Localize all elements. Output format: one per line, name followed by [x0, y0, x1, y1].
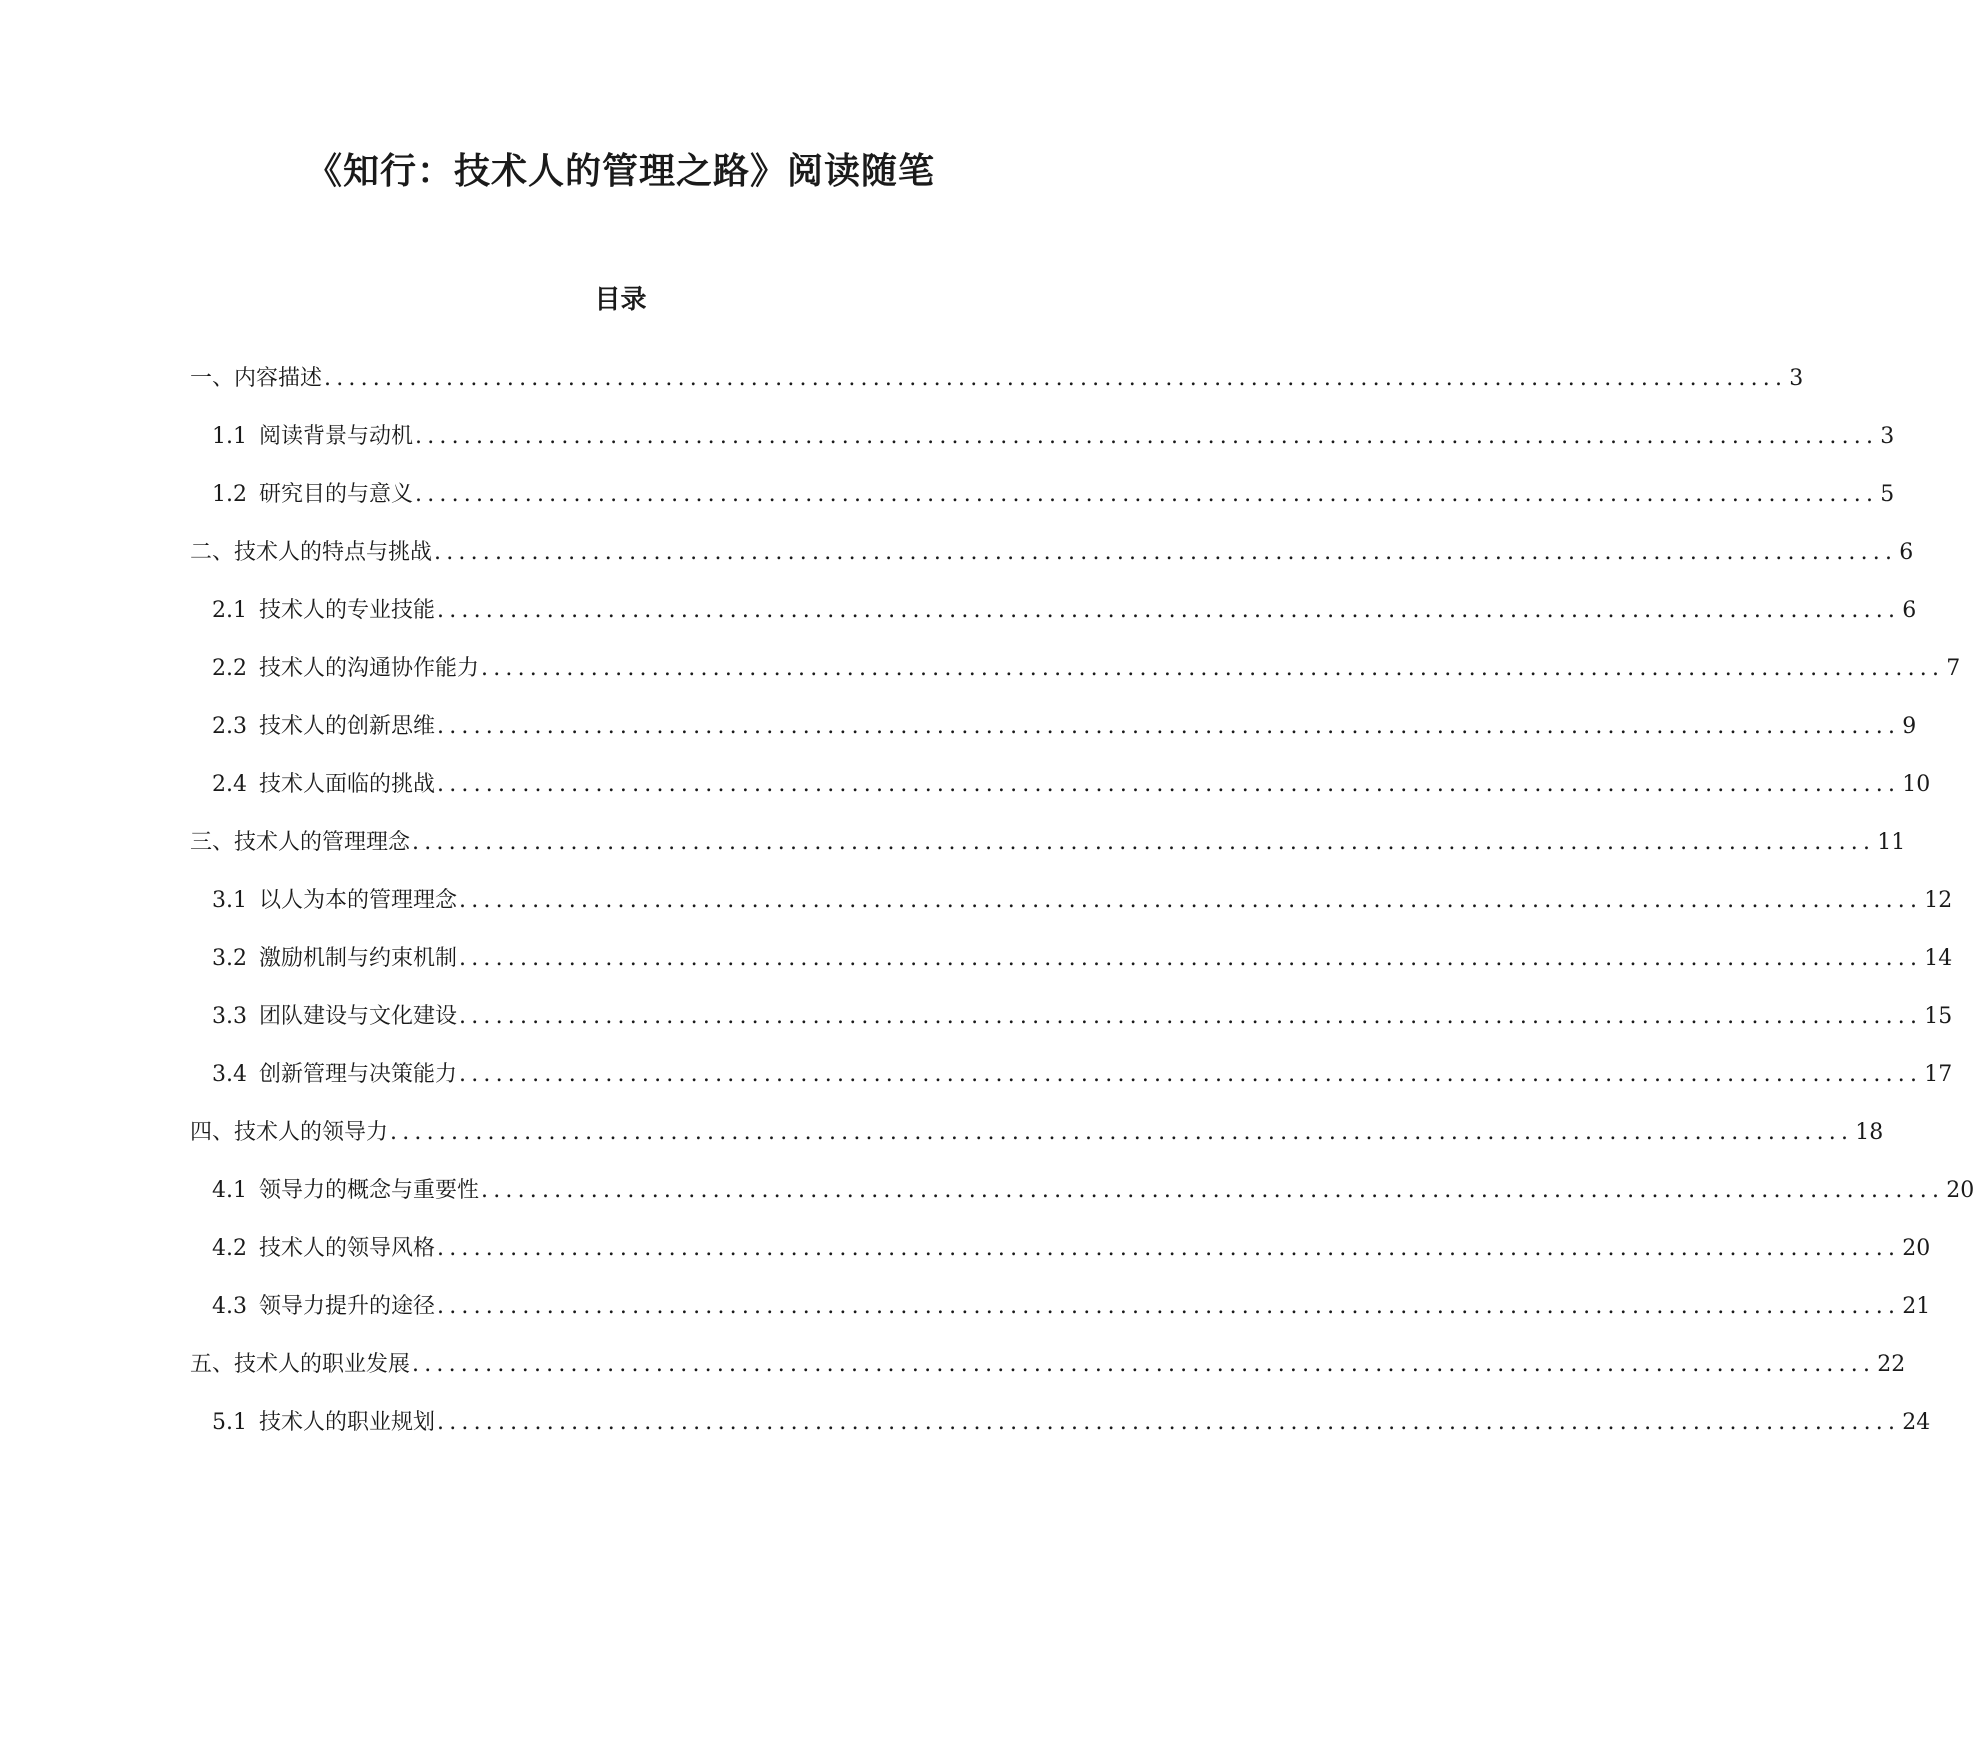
toc-entry-number: 5.1	[212, 1410, 247, 1435]
toc-entry-page-number: 24	[1902, 1410, 1931, 1435]
toc-entry-title: 领导力提升的途径	[259, 1294, 436, 1319]
toc-entry[interactable]	[212, 1174, 1974, 1208]
toc-entry[interactable]	[212, 710, 1917, 744]
toc-entry-page-number: 11	[1877, 830, 1906, 855]
toc-entry-title: 阅读背景与动机	[259, 424, 414, 449]
toc-entry[interactable]	[212, 1406, 1931, 1440]
toc-dot-leader: ........................................................................................................................	[459, 946, 1923, 971]
toc-entry-page-number: 22	[1877, 1352, 1906, 1377]
toc-dot-leader: ........................................................................................................................	[415, 424, 1879, 449]
toc-entry[interactable]	[212, 478, 1895, 512]
toc-dot-leader: ........................................................................................................................	[437, 1236, 1901, 1261]
toc-entry-page-number: 6	[1899, 540, 1914, 565]
toc-entry-number: 4.3	[212, 1294, 247, 1319]
toc-entry-page-number: 14	[1924, 946, 1953, 971]
toc-entry[interactable]	[212, 942, 1953, 976]
toc-dot-leader: ........................................................................................................................	[481, 1178, 1945, 1203]
toc-entry[interactable]	[190, 826, 1906, 860]
toc-dot-leader: ........................................................................................................................	[437, 714, 1901, 739]
toc-entry-number: 2.1	[212, 598, 247, 623]
toc-entry[interactable]	[190, 1348, 1906, 1382]
toc-entry-title: 技术人的职业规划	[259, 1410, 436, 1435]
toc-entry-title: 四、技术人的领导力	[190, 1120, 389, 1145]
toc-entry-page-number: 9	[1902, 714, 1917, 739]
toc-entry-page-number: 3	[1880, 424, 1895, 449]
toc-entry-page-number: 18	[1855, 1120, 1884, 1145]
toc-entry-number: 3.2	[212, 946, 247, 971]
toc-entry-title: 技术人的领导风格	[259, 1236, 436, 1261]
toc-entry[interactable]	[190, 536, 1914, 570]
toc-dot-leader: ........................................................................................................................	[324, 366, 1788, 391]
toc-entry[interactable]	[212, 1058, 1953, 1092]
toc-dot-leader: ........................................................................................................................	[459, 1062, 1923, 1087]
toc-entry-title: 一、内容描述	[190, 366, 323, 391]
toc-entry-number: 2.3	[212, 714, 247, 739]
toc-entry[interactable]	[190, 1116, 1884, 1150]
toc-entry-title: 以人为本的管理理念	[259, 888, 458, 913]
toc-dot-leader: ........................................................................................................................	[434, 540, 1898, 565]
toc-entry-number: 3.3	[212, 1004, 247, 1029]
toc-entry-number: 3.4	[212, 1062, 247, 1087]
toc-entry[interactable]	[212, 1000, 1953, 1034]
toc-entry[interactable]	[212, 884, 1953, 918]
toc-entry-number: 3.1	[212, 888, 247, 913]
toc-entry-number: 1.1	[212, 424, 247, 449]
toc-dot-leader: ........................................................................................................................	[412, 1352, 1876, 1377]
toc-entry[interactable]	[212, 652, 1961, 686]
toc-entry-title: 团队建设与文化建设	[259, 1004, 458, 1029]
toc-entry-title: 三、技术人的管理理念	[190, 830, 411, 855]
toc-entry-page-number: 12	[1924, 888, 1953, 913]
toc-entry-title: 技术人的创新思维	[259, 714, 436, 739]
toc-dot-leader: ........................................................................................................................	[437, 598, 1901, 623]
toc-entry-title: 二、技术人的特点与挑战	[190, 540, 433, 565]
toc-entry-page-number: 20	[1902, 1236, 1931, 1261]
toc-entry-title: 技术人的专业技能	[259, 598, 436, 623]
toc-entry[interactable]	[212, 1290, 1931, 1324]
toc-entry-number: 2.2	[212, 656, 247, 681]
toc-dot-leader: ........................................................................................................................	[437, 1294, 1901, 1319]
toc-entry-page-number: 7	[1946, 656, 1961, 681]
toc-entry-title: 激励机制与约束机制	[259, 946, 458, 971]
toc-dot-leader: ........................................................................................................................	[437, 772, 1901, 797]
toc-entry-title: 技术人面临的挑战	[259, 772, 436, 797]
toc-entry-page-number: 20	[1946, 1178, 1974, 1203]
toc-dot-leader: ........................................................................................................................	[481, 656, 1945, 681]
toc-entry-page-number: 21	[1902, 1294, 1931, 1319]
toc-entry-title: 五、技术人的职业发展	[190, 1352, 411, 1377]
toc-entry[interactable]	[212, 594, 1917, 628]
toc-entry-page-number: 6	[1902, 598, 1917, 623]
toc-entry-number: 1.2	[212, 482, 247, 507]
toc-dot-leader: ........................................................................................................................	[437, 1410, 1901, 1435]
toc-entry-number: 2.4	[212, 772, 247, 797]
toc-entry-title: 创新管理与决策能力	[259, 1062, 458, 1087]
toc-entry-title: 技术人的沟通协作能力	[259, 656, 480, 681]
toc-dot-leader: ........................................................................................................................	[415, 482, 1879, 507]
toc-entry-page-number: 15	[1924, 1004, 1953, 1029]
toc-dot-leader: ........................................................................................................................	[412, 830, 1876, 855]
toc-dot-leader: ........................................................................................................................	[459, 888, 1923, 913]
toc-dot-leader: ........................................................................................................................	[390, 1120, 1854, 1145]
toc-entry-number: 4.2	[212, 1236, 247, 1261]
toc-entry-title: 研究目的与意义	[259, 482, 414, 507]
toc-dot-leader: ........................................................................................................................	[459, 1004, 1923, 1029]
toc-entry-page-number: 3	[1789, 366, 1804, 391]
toc-entry-title: 领导力的概念与重要性	[259, 1178, 480, 1203]
toc-entry[interactable]	[212, 1232, 1931, 1266]
toc-entry-page-number: 10	[1902, 772, 1931, 797]
toc-entry-number: 4.1	[212, 1178, 247, 1203]
document-title: 《知行：技术人的管理之路》阅读随笔	[305, 151, 935, 192]
toc-entry[interactable]	[212, 420, 1895, 454]
toc-entry[interactable]	[190, 362, 1804, 396]
toc-entry[interactable]	[212, 768, 1931, 802]
toc-heading: 目录	[594, 285, 647, 315]
toc-entry-page-number: 17	[1924, 1062, 1953, 1087]
toc-entry-page-number: 5	[1880, 482, 1895, 507]
